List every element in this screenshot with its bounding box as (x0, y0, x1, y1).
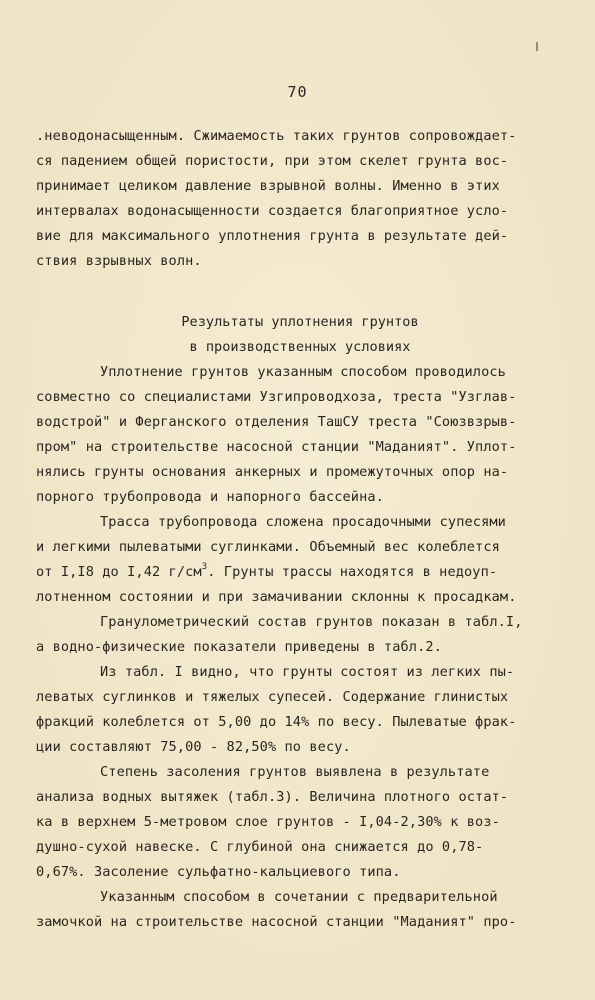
text-line-with-superscript (36, 560, 576, 585)
paragraph-1 (36, 124, 576, 274)
body-text (36, 124, 576, 935)
text-line: Из табл. I видно, что грунты состоят из легких пы- (100, 664, 515, 680)
text-line: 0,67%. Засоление сульфатно-кальциевого типа. (36, 864, 401, 880)
text-line: замочкой на строительстве насосной станции "Маданият" про- (36, 914, 517, 930)
page-number: 70 (287, 83, 308, 101)
text-line: Гранулометрический состав грунтов показан в табл.I, (100, 614, 523, 630)
text-line: .неводонасыщенным. Сжимаемость таких грунтов сопровождает- (36, 128, 517, 144)
text-line: а водно-физические показатели приведены в табл.2. (36, 639, 442, 655)
text-line: фракций колеблется от 5,00 до 14% по весу. Пылеватые фрак- (36, 714, 517, 730)
paragraph-2 (36, 360, 576, 510)
text-line: Трасса трубопровода сложена просадочными супесями (100, 514, 506, 530)
paragraph-7 (36, 885, 576, 935)
text-line: анализа водных вытяжек (табл.3). Величина плотного остат- (36, 789, 509, 805)
paragraph-6 (36, 760, 576, 885)
text-line: интервалах водонасыщенности создается благоприятное усло- (36, 203, 509, 219)
text-line: нялись грунты основания анкерных и промежуточных опор на- (36, 464, 509, 480)
text-line: водстрой" и Ферганского отделения ТашСУ треста "Союзвзрыв- (36, 414, 517, 430)
text-line: пром" на строительстве насосной станции "Маданият". Уплот- (36, 439, 517, 455)
text-line: душно-сухой навеске. С глубиной она снижается до 0,78- (36, 839, 484, 855)
heading-line: Результаты уплотнения грунтов (181, 314, 419, 330)
text-line: совместно со специалистами Узгипроводхоза, треста "Узглав- (36, 389, 517, 405)
paragraph-4 (36, 610, 576, 660)
text-fragment: от I,I8 до I,42 г/см (36, 564, 202, 580)
paragraph-5 (36, 660, 576, 760)
text-line: принимает целиком давление взрывной волны. Именно в этих (36, 178, 500, 194)
text-line: и легкими пылеватыми суглинками. Объемный вес колеблется (36, 539, 500, 555)
text-line: ции составляют 75,00 - 82,50% по весу. (36, 739, 351, 755)
text-line: вие для максимального уплотнения грунта в результате дей- (36, 228, 509, 244)
superscript: 3 (201, 562, 208, 573)
text-line: Уплотнение грунтов указанным способом проводилось (100, 364, 506, 380)
text-line: ся падением общей пористости, при этом скелет грунта вос- (36, 153, 509, 169)
text-line: лотненном состоянии и при замачивании склонны к просадкам. (36, 589, 517, 605)
heading-line: в производственных условиях (189, 339, 411, 355)
margin-mark (536, 42, 538, 51)
text-line: ствия взрывных волн. (36, 253, 202, 269)
spacer (36, 274, 576, 310)
text-line: Указанным способом в сочетании с предварительной (100, 889, 498, 905)
text-line: леватых суглинков и тяжелых супесей. Содержание глинистых (36, 689, 509, 705)
text-line: ка в верхнем 5-метровом слое грунтов - I,04-2,30% к воз- (36, 814, 500, 830)
text-line: порного трубопровода и напорного бассейна. (36, 489, 384, 505)
text-line: Степень засоления грунтов выявлена в результате (100, 764, 490, 780)
text-fragment: . Грунты трассы находятся в недоуп- (207, 564, 498, 580)
paragraph-3 (36, 510, 576, 610)
section-heading (36, 310, 576, 360)
